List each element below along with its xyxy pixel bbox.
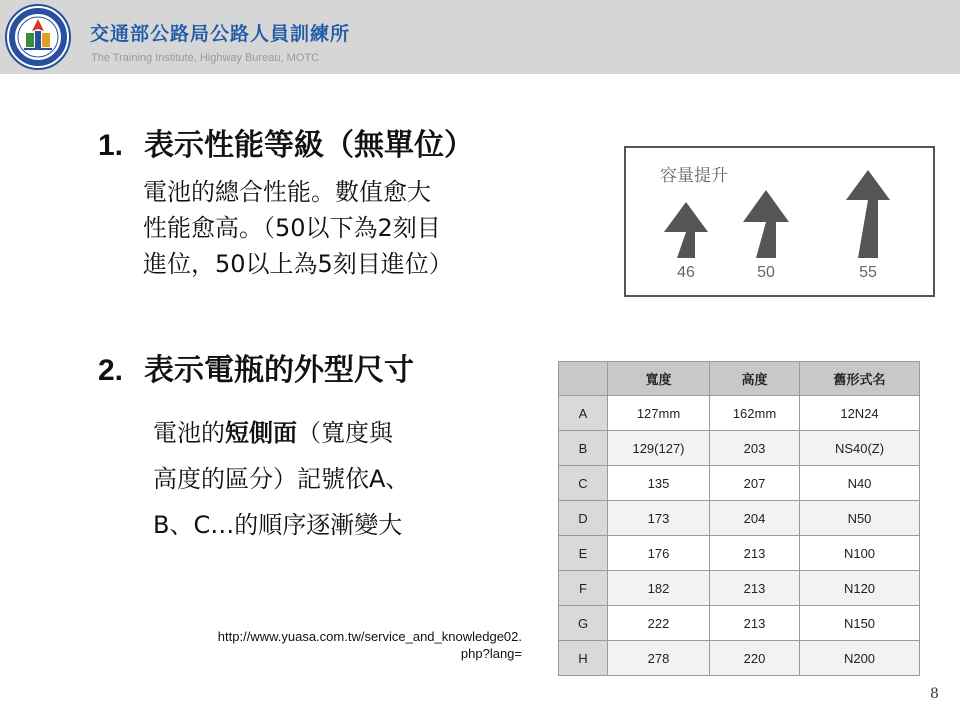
section1-line: 進位，50以上為5刻目進位） <box>143 250 453 278</box>
up-arrow-icon <box>846 170 890 258</box>
up-arrow-icon <box>743 190 789 258</box>
section2-number: 2. <box>98 354 124 387</box>
section2-line: B、C…的順序逐漸變大 <box>153 511 403 539</box>
table-row <box>559 606 920 641</box>
table-row <box>559 536 920 571</box>
table-cell-width: 222 <box>608 606 710 641</box>
section1-heading <box>98 120 474 164</box>
source-url[interactable] <box>146 628 522 662</box>
table-cell-height: 213 <box>710 571 800 606</box>
capacity-figure <box>624 146 935 297</box>
table-cell-key: A <box>559 396 608 431</box>
org-subtitle: The Training Institute, Highway Bureau, MOTC <box>91 52 320 64</box>
source-url-line1[interactable]: http://www.yuasa.com.tw/service_and_knowledge02. <box>217 629 522 644</box>
table-header-cell: 寬度 <box>608 362 710 396</box>
org-name: 交通部公路局公路人員訓練所 <box>90 23 351 45</box>
table-cell-width: 135 <box>608 466 710 501</box>
table-header-cell <box>559 362 608 396</box>
section1-body <box>143 174 453 282</box>
institute-logo-icon <box>4 3 72 71</box>
table-row <box>559 571 920 606</box>
section1-line: 電池的總合性能。數值愈大 <box>143 178 431 206</box>
table-row <box>559 431 920 466</box>
table-cell-width: 127mm <box>608 396 710 431</box>
table-cell-key: H <box>559 641 608 676</box>
table-header-row <box>559 362 920 396</box>
section2-line: 高度的區分）記號依A、 <box>153 465 410 493</box>
table-cell-width: 129(127) <box>608 431 710 466</box>
table-cell-height: 220 <box>710 641 800 676</box>
table-cell-width: 173 <box>608 501 710 536</box>
section1-number: 1. <box>98 129 124 162</box>
table-cell-height: 213 <box>710 606 800 641</box>
section2-line1-bold: 短側面 <box>225 419 297 447</box>
table-cell-old: N200 <box>800 641 920 676</box>
up-arrow-icon <box>664 202 708 258</box>
table-row <box>559 396 920 431</box>
table-row <box>559 641 920 676</box>
source-url-line2[interactable]: php?lang= <box>460 646 522 661</box>
table-cell-width: 278 <box>608 641 710 676</box>
section2-line1-prefix: 電池的 <box>153 419 225 447</box>
section2-heading-text: 表示電瓶的外型尺寸 <box>144 353 414 388</box>
table-cell-key: C <box>559 466 608 501</box>
section2-body <box>153 410 409 548</box>
slide-header <box>0 0 960 74</box>
table-row <box>559 501 920 536</box>
table-cell-height: 213 <box>710 536 800 571</box>
table-cell-old: N40 <box>800 466 920 501</box>
table-cell-height: 162mm <box>710 396 800 431</box>
table-header-cell: 舊形式名 <box>800 362 920 396</box>
table-cell-height: 203 <box>710 431 800 466</box>
table-cell-key: F <box>559 571 608 606</box>
table-cell-height: 207 <box>710 466 800 501</box>
table-cell-key: D <box>559 501 608 536</box>
section2-heading <box>98 345 414 389</box>
capacity-value-46: 46 <box>677 264 695 281</box>
table-cell-width: 176 <box>608 536 710 571</box>
battery-size-table <box>558 361 920 676</box>
capacity-value-50: 50 <box>757 264 775 281</box>
table-cell-old: N150 <box>800 606 920 641</box>
table-row <box>559 466 920 501</box>
table-cell-old: 12N24 <box>800 396 920 431</box>
table-cell-key: E <box>559 536 608 571</box>
table-cell-key: B <box>559 431 608 466</box>
capacity-figure-title: 容量提升 <box>660 166 728 186</box>
section1-line: 性能愈高。（50以下為2刻目 <box>143 214 441 242</box>
table-cell-width: 182 <box>608 571 710 606</box>
page-number: 8 <box>930 686 939 702</box>
capacity-value-55: 55 <box>859 264 877 281</box>
section1-heading-text: 表示性能等級（無單位） <box>144 128 474 163</box>
table-cell-height: 204 <box>710 501 800 536</box>
table-cell-old: N100 <box>800 536 920 571</box>
table-cell-key: G <box>559 606 608 641</box>
table-cell-old: N120 <box>800 571 920 606</box>
section2-line1-suffix: （寬度與 <box>297 419 393 447</box>
table-header-cell: 高度 <box>710 362 800 396</box>
table-cell-old: N50 <box>800 501 920 536</box>
section2-line <box>153 410 409 456</box>
table-cell-old: NS40(Z) <box>800 431 920 466</box>
